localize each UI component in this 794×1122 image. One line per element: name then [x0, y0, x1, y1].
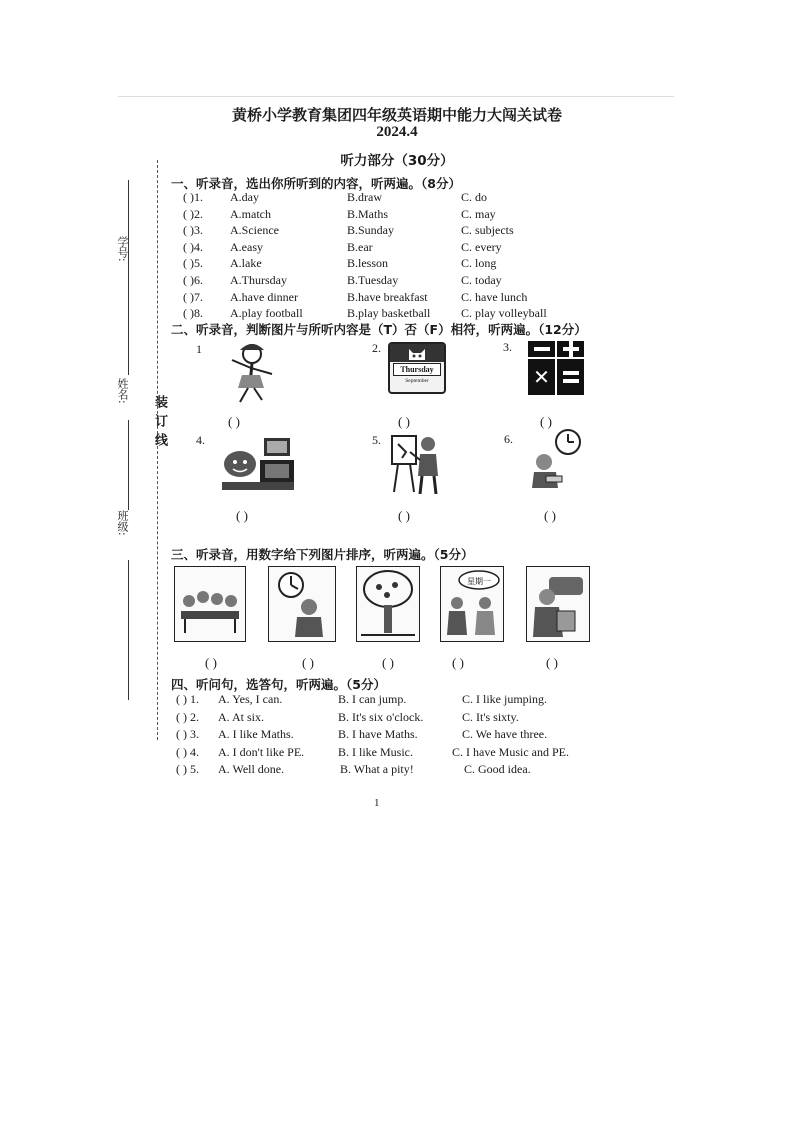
s2-answer-1[interactable]: ( ) [228, 414, 240, 429]
s3-picture-clock-boy [268, 566, 336, 642]
s1-option-c: C. have lunch [461, 290, 528, 304]
s2-answer-4[interactable]: ( ) [236, 508, 248, 523]
s4-option-c: C. I have Music and PE. [452, 745, 569, 759]
s1-item-number[interactable]: ( )2. [183, 207, 203, 221]
s4-option-c: C. I like jumping. [462, 692, 547, 706]
s3-answer-3[interactable]: ( ) [382, 655, 394, 670]
calendar-picture [388, 342, 446, 394]
calendar-day: Thursday [393, 363, 441, 376]
s2-answer-2[interactable]: ( ) [398, 414, 410, 429]
s1-option-c: C. subjects [461, 223, 514, 237]
s1-item-number[interactable]: ( )7. [183, 290, 203, 304]
s4-item-number[interactable]: ( ) 4. [176, 745, 199, 759]
s1-item-number[interactable]: ( )8. [183, 306, 203, 320]
minus-icon [528, 341, 555, 357]
s4-option-b: B. It's six o'clock. [338, 710, 424, 724]
s1-item-number[interactable]: ( )4. [183, 240, 203, 254]
page-number: 1 [374, 797, 380, 809]
s1-item-number[interactable]: ( )3. [183, 223, 203, 237]
s2-answer-3[interactable]: ( ) [540, 414, 552, 429]
name-label: 姓名: [116, 378, 129, 404]
cat-icon [390, 344, 444, 362]
s1-option-a: A.Thursday [230, 273, 287, 287]
painter-picture [388, 432, 444, 496]
s3-picture-family-dinner [174, 566, 246, 642]
s2-answer-6[interactable]: ( ) [544, 508, 556, 523]
equals-icon [557, 359, 584, 395]
s3-answer-5[interactable]: ( ) [546, 655, 558, 670]
s4-option-b: B. I have Maths. [338, 727, 418, 741]
s1-option-a: A.have dinner [230, 290, 298, 304]
s4-option-b: B. What a pity! [340, 762, 414, 776]
section3-heading: 三、听录音，用数字给下列图片排序，听两遍。（5分） [171, 547, 474, 562]
name-line [128, 305, 129, 375]
s1-option-c: C. long [461, 256, 497, 270]
s4-item-number[interactable]: ( ) 1. [176, 692, 199, 706]
plus-icon [557, 341, 584, 357]
s1-item-number[interactable]: ( )1. [183, 190, 203, 204]
s4-option-a: A. I like Maths. [218, 727, 294, 741]
s1-option-b: B.draw [347, 190, 382, 204]
maths-symbols-picture [528, 341, 584, 395]
s3-picture-talking-kids [440, 566, 504, 642]
s2-num-4: 4. [196, 433, 205, 447]
class-label: 班级: [116, 510, 129, 536]
s4-option-b: B. I like Music. [338, 745, 413, 759]
s3-picture-backpack [526, 566, 590, 642]
s1-option-a: A.Science [230, 223, 279, 237]
s4-option-c: C. We have three. [462, 727, 548, 741]
s2-num-5: 5. [372, 433, 381, 447]
speech-bubble-text: 星期一 [467, 577, 491, 586]
clock-picture [528, 428, 586, 490]
student-id-label: 学号: [116, 236, 129, 262]
s3-answer-1[interactable]: ( ) [205, 655, 217, 670]
tree-drawing [357, 567, 419, 641]
backpack-drawing [527, 567, 589, 641]
s4-item-number[interactable]: ( ) 5. [176, 762, 199, 776]
s4-option-c: C. It's sixty. [462, 710, 519, 724]
s1-item-number[interactable]: ( )6. [183, 273, 203, 287]
s3-picture-tree [356, 566, 420, 642]
s3-answer-2[interactable]: ( ) [302, 655, 314, 670]
s2-num-6: 6. [504, 432, 513, 446]
multiply-icon: ✕ [528, 359, 555, 395]
s1-item-number[interactable]: ( )5. [183, 256, 203, 270]
section1-heading: 一、听录音，选出你所听到的内容，听两遍。（8分） [171, 176, 461, 191]
exam-date: 2024.4 [376, 124, 418, 140]
s1-option-b: B.lesson [347, 256, 389, 270]
class-line-2 [128, 560, 129, 700]
s4-option-b: B. I can jump. [338, 692, 407, 706]
s4-option-a: A. Yes, I can. [218, 692, 283, 706]
s1-option-b: B.Maths [347, 207, 389, 221]
jumping-girl-picture [218, 340, 288, 406]
s2-num-2: 2. [372, 341, 381, 355]
s1-option-a: A.match [230, 207, 271, 221]
s1-option-b: B.ear [347, 240, 373, 254]
s2-answer-5[interactable]: ( ) [398, 508, 410, 523]
s1-option-a: A.play football [230, 306, 303, 320]
part-title: 听力部分（30分） [340, 153, 454, 169]
page-top-edge [118, 96, 674, 97]
s2-num-3: 3. [503, 340, 512, 354]
s4-option-a: A. I don't like PE. [218, 745, 305, 759]
s1-option-a: A.day [230, 190, 259, 204]
s4-option-a: A. Well done. [218, 762, 285, 776]
s2-num-1: 1 [196, 342, 202, 356]
class-line [128, 420, 129, 510]
binding-text: 装订线 [152, 395, 167, 452]
s1-option-a: A.lake [230, 256, 262, 270]
calendar-month: September [405, 378, 429, 384]
section2-heading: 二、听录音，判断图片与所听内容是（T）否（F）相符，听两遍。（12分） [171, 322, 587, 337]
s1-option-c: C. today [461, 273, 502, 287]
talking-kids-drawing [441, 567, 503, 641]
tv-and-computer-picture [220, 432, 296, 494]
section4-heading: 四、听问句，选答句，听两遍。（5分） [171, 677, 386, 692]
s1-option-c: C. do [461, 190, 488, 204]
s1-option-c: C. may [461, 207, 496, 221]
s4-option-a: A. At six. [218, 710, 265, 724]
s1-option-b: B.play basketball [347, 306, 431, 320]
s4-item-number[interactable]: ( ) 2. [176, 710, 199, 724]
s1-option-b: B.have breakfast [347, 290, 428, 304]
s1-option-a: A.easy [230, 240, 263, 254]
s4-item-number[interactable]: ( ) 3. [176, 727, 199, 741]
s1-option-c: C. play volleyball [461, 306, 547, 320]
exam-title: 黄桥小学教育集团四年级英语期中能力大闯关试卷 [231, 106, 562, 124]
clock-boy-drawing [269, 567, 335, 641]
s1-option-b: B.Sunday [347, 223, 395, 237]
s1-option-c: C. every [461, 240, 502, 254]
s3-answer-4[interactable]: ( ) [452, 655, 464, 670]
s4-option-c: C. Good idea. [464, 762, 531, 776]
s1-option-b: B.Tuesday [347, 273, 399, 287]
family-dinner-drawing [175, 567, 245, 641]
